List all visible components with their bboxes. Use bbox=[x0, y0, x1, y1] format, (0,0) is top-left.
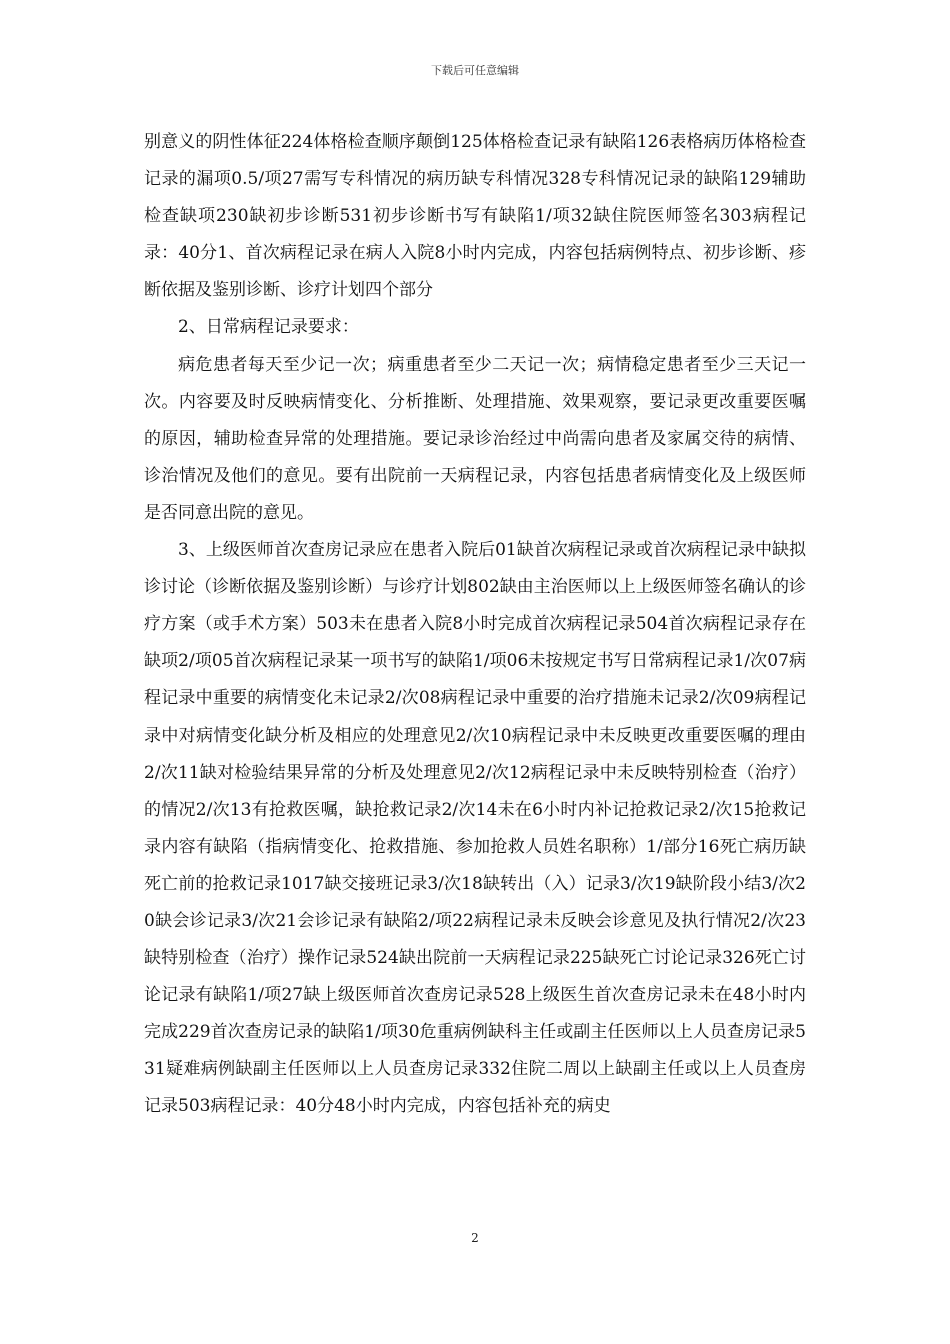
paragraph-daily-record-requirements: 病危患者每天至少记一次；病重患者至少二天记一次；病情稳定患者至少三天记一次。内容要及时反映病情变化、分析推断、处理措施、效果观察，要记录更改重要医嘱的原因，辅助检查异常的处理措施。要记录诊治经过中尚需向患者及家属交待的病情、诊治情况及他们的意见。要有出院前一天病程记录，内容包括患者病情变化及上级医师是否同意出院的意见。 bbox=[144, 354, 806, 523]
paragraph-daily-record-heading: 2、日常病程记录要求： bbox=[178, 317, 359, 338]
page-number: 2 bbox=[471, 1231, 479, 1245]
paragraph-physical-exam-scoring: 别意义的阴性体征224体格检查顺序颠倒125体格检查记录有缺陷126表格病历体格检查记录的漏项0.5/项27需写专科情况的病历缺专科情况328专科情况记录的缺陷129辅助检查缺项230缺初步诊断531初步诊断书写有缺陷1/项32缺住院医师签名303病程记录：40分1、首次病程记录在病人入院8小时内完成，内容包括病例特点、初步诊断、疹断依据及鉴别诊断、诊疗计划四个部分 bbox=[144, 132, 806, 301]
document-body bbox=[144, 124, 806, 1126]
page-header: 下载后可任意编辑 bbox=[431, 64, 519, 77]
paragraph-senior-rounds-scoring: 3、上级医师首次查房记录应在患者入院后01缺首次病程记录或首次病程记录中缺拟诊讨论（诊断依据及鉴别诊断）与诊疗计划802缺由主治医师以上上级医师签名确认的诊疗方案（或手术方案）503未在患者入院8小时完成首次病程记录504首次病程记录存在缺项2/项05首次病程记录某一项书写的缺陷1/项06未按规定书写日常病程记录1/次07病程记录中重要的病情变化未记录2/次08病程记录中重要的治疗措施未记录2/次09病程记录中对病情变化缺分析及相应的处理意见2/次10病程记录中未反映更改重要医嘱的理由2/次11缺对检验结果异常的分析及处理意见2/次12病程记录中未反映特别检查（治疗）的情况2/次13有抢救医嘱，缺抢救记录2/次14未在6小时内补记抢救记录2/次15抢救记录内容有缺陷（指病情变化、抢救措施、参加抢救人员姓名职称）1/部分16死亡病历缺死亡前的抢救记录1017缺交接班记录3/次18缺转出（入）记录3/次19缺阶段小结3/次20缺会诊记录3/次21会诊记录有缺陷2/项22病程记录未反映会诊意见及执行情况2/次23缺特别检查（治疗）操作记录524缺出院前一天病程记录225缺死亡讨论记录326死亡讨论记录有缺陷1/项27缺上级医师首次查房记录528上级医生首次查房记录未在48小时内完成229首次查房记录的缺陷1/项30危重病例缺科主任或副主任医师以上人员查房记录531疑难病例缺副主任医师以上人员查房记录332住院二周以上缺副主任或以上人员查房记录503病程记录：40分48小时内完成，内容包括补充的病史 bbox=[144, 540, 806, 1117]
